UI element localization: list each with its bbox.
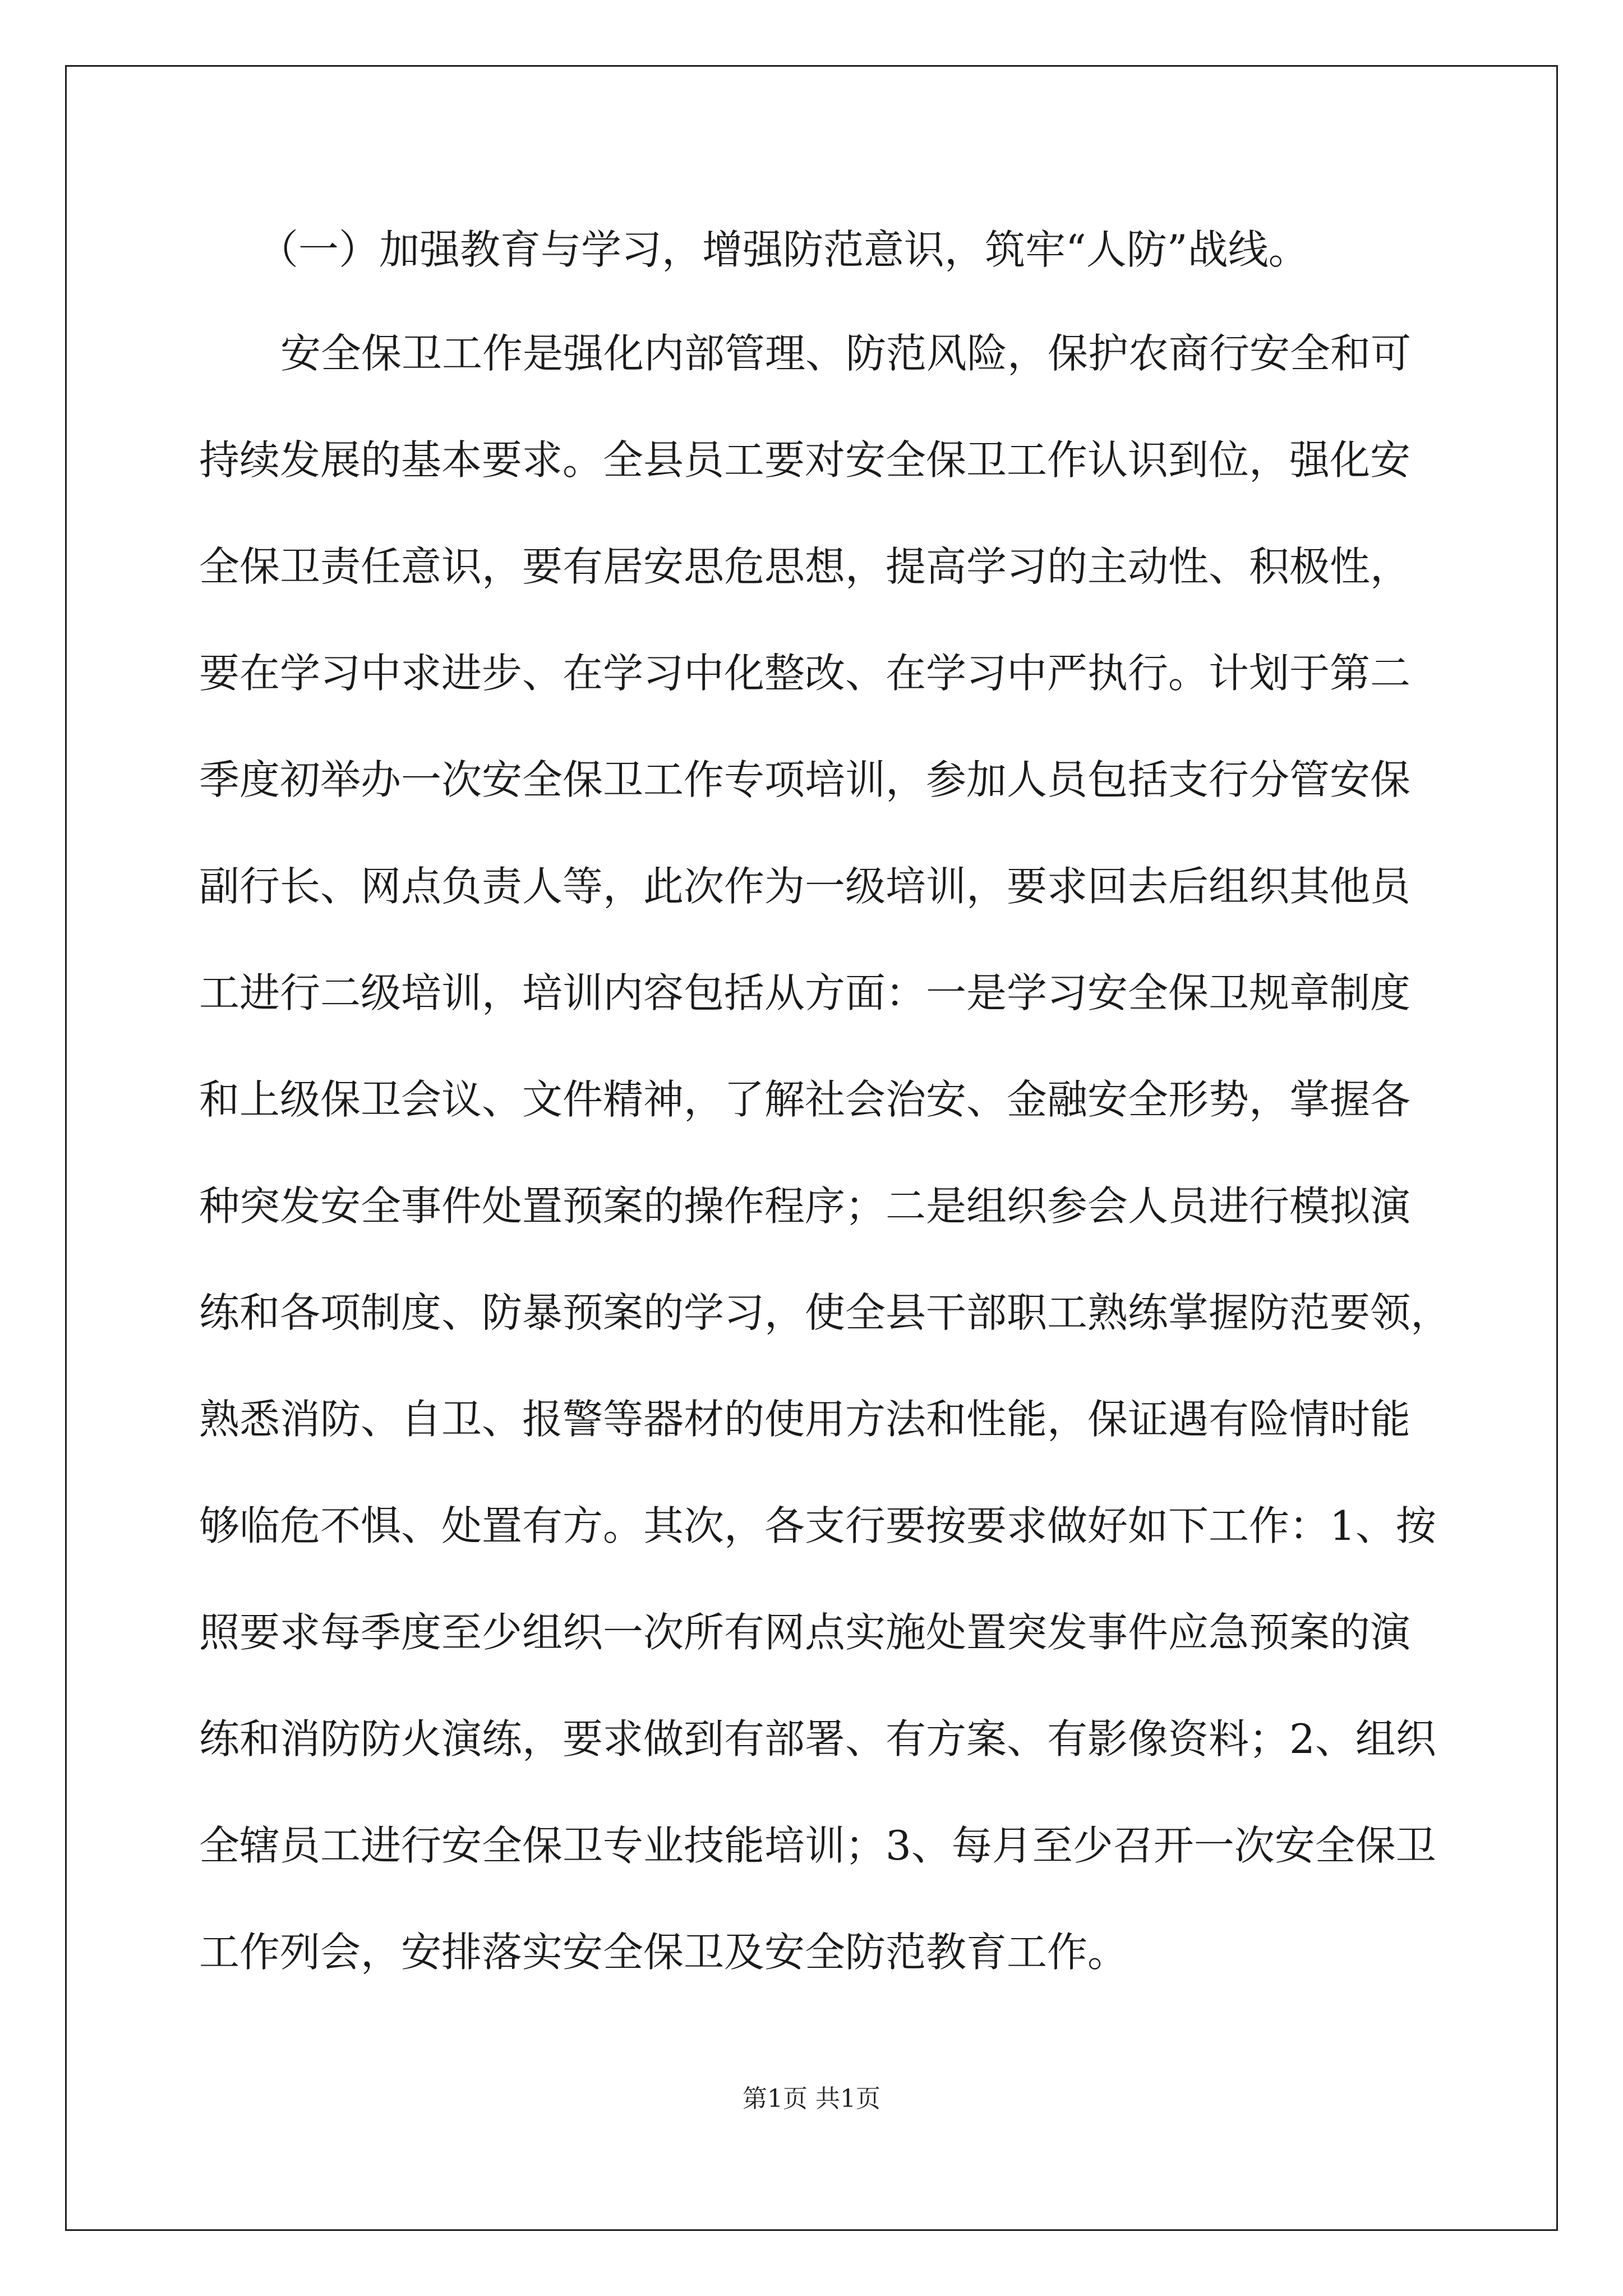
paragraph-line: 熟悉消防、自卫、报警等器材的使用方法和性能，保证遇有险情时能 [199, 1396, 1411, 1443]
paragraph [199, 300, 1451, 2005]
paragraph-line: 够临危不惧、处置有方。其次，各支行要按要求做好如下工作：1、按 [199, 1502, 1436, 1549]
paragraph-line: 季度初举办一次安全保卫工作专项培训，参加人员包括支行分管安保 [199, 756, 1411, 803]
paragraph-line: 全辖员工进行安全保卫专业技能培训；3、每月至少召开一次安全保卫 [199, 1822, 1436, 1869]
paragraph-line: 工作列会，安排落实安全保卫及安全防范教育工作。 [199, 1929, 1128, 1976]
paragraph-line: 种突发安全事件处置预案的操作程序；二是组织参会人员进行模拟演 [199, 1182, 1411, 1230]
paragraph-line: 练和各项制度、防暴预案的学习，使全县干部职工熟练掌握防范要领， [199, 1289, 1451, 1336]
paragraph-line: 和上级保卫会议、文件精神，了解社会治安、金融安全形势，掌握各 [199, 1076, 1411, 1123]
page-number-footer: 第1页 共1页 [743, 2085, 880, 2113]
paragraph-line: 要在学习中求进步、在学习中化整改、在学习中严执行。计划于第二 [199, 650, 1411, 697]
paragraph-line: 全保卫责任意识，要有居安思危思想，提高学习的主动性、积极性， [199, 543, 1411, 590]
section-heading: （一）加强教育与学习，增强防范意识，筑牢“人防”战线。 [258, 226, 1309, 273]
paragraph-line: 安全保卫工作是强化内部管理、防范风险，保护农商行安全和可 [280, 330, 1412, 377]
paragraph-line: 持续发展的基本要求。全县员工要对安全保卫工作认识到位，强化安 [199, 436, 1411, 484]
paragraph-line: 工进行二级培训，培训内容包括从方面：一是学习安全保卫规章制度 [199, 969, 1411, 1016]
paragraph-line: 练和消防防火演练，要求做到有部署、有方案、有影像资料；2、组织 [199, 1715, 1436, 1763]
document-body [199, 199, 1451, 2005]
paragraph-line: 照要求每季度至少组织一次所有网点实施处置突发事件应急预案的演 [199, 1609, 1411, 1656]
paragraph-line: 副行长、网点负责人等，此次作为一级培训，要求回去后组织其他员 [199, 863, 1411, 910]
